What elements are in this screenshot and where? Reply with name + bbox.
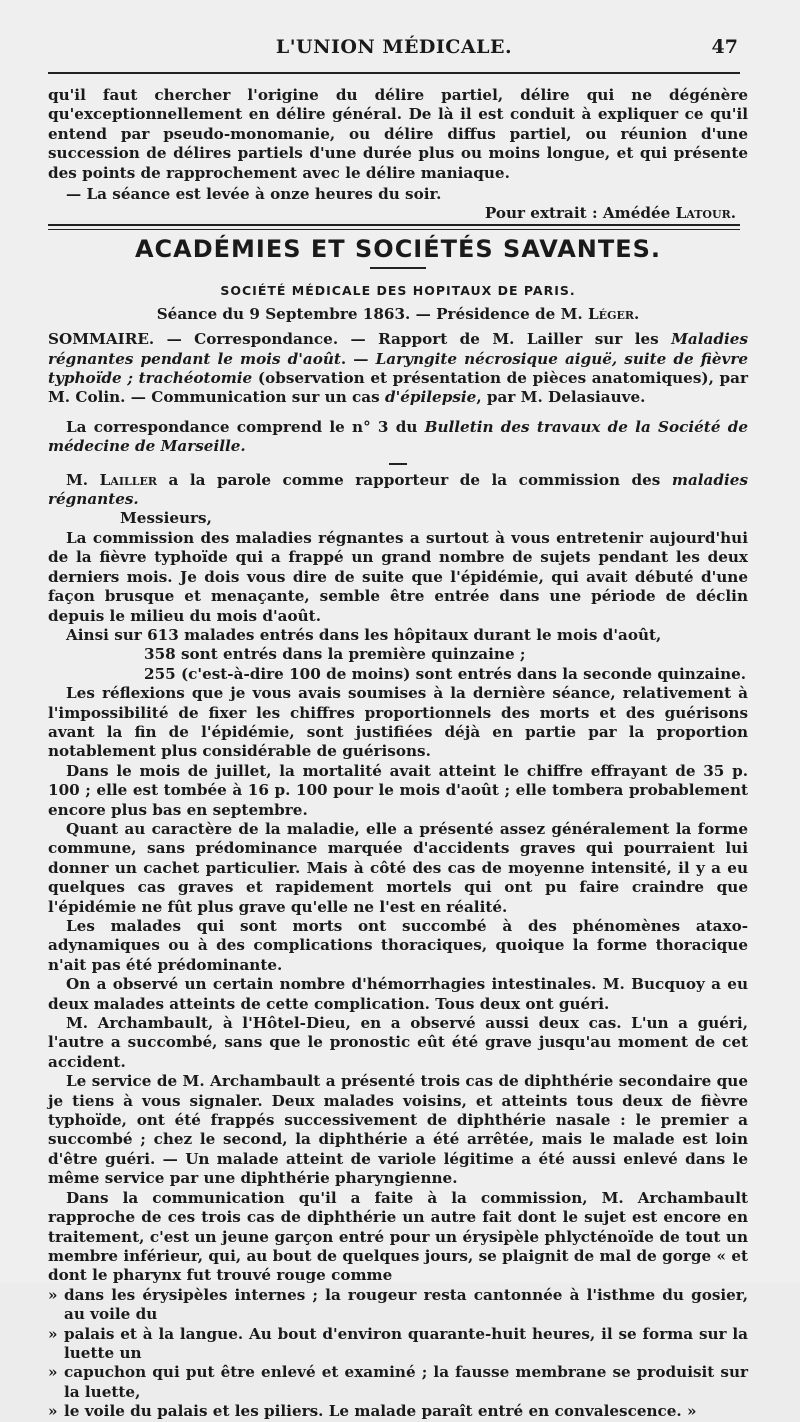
sommaire-topic-2: Laryngite nécrosique aiguë, suite de fièvre typhoïde ; trachéotomie <box>48 349 748 388</box>
bulletin-title: Bulletin des travaux de la Société de médecine de Marseille. <box>48 417 748 456</box>
correspondance-paragraph <box>48 418 748 457</box>
sommaire-text-4: , par M. Delasiauve. <box>476 388 646 407</box>
quote-text-2: palais et à la langue. Au bout d'environ quarante-huit heures, il se forma sur la luette un <box>64 1324 748 1362</box>
signature <box>48 204 748 223</box>
sommaire-text-2: . — <box>340 349 376 368</box>
sommaire-paragraph <box>48 330 748 408</box>
speaker-name: M. Lailler <box>66 470 157 489</box>
report-p2: Ainsi sur 613 malades entrés dans les hôpitaux durant le mois d'août, <box>66 625 662 644</box>
quote-mark: » <box>48 1324 58 1343</box>
report-p5: Quant au caractère de la maladie, elle a présenté assez généralement la forme commune, sans prédominance marquée d'accidents graves qui pourraient lui donner un cachet particulier. Mais à côté des cas de moyenne intensité, il y a eu quelques cas graves et rapidement mortels qui ont pu faire craindre que l'épidémie ne fût plus grave qu'elle ne l'est en réalité. <box>48 819 748 916</box>
report-p8: M. Archambault, à l'Hôtel-Dieu, en a observé aussi deux cas. L'un a guéri, l'autre a succombé, sans que le pronostic eût été grave jusqu'au moment de cet accident. <box>48 1014 748 1071</box>
report-opening <box>48 471 748 510</box>
journal-title: L'UNION MÉDICALE. <box>275 36 513 58</box>
report-topic: maladies régnantes. <box>48 470 748 509</box>
academies-section <box>48 235 748 1422</box>
header-rule <box>48 72 740 74</box>
quote-mark: » <box>48 1402 58 1421</box>
signature-name: Latour. <box>675 204 736 223</box>
correspondance-text: La correspondance comprend le n° 3 du <box>66 417 425 436</box>
quote-text-4: le voile du palais et les piliers. Le malade paraît entré en convalescence. » <box>64 1402 697 1421</box>
running-header <box>48 36 740 62</box>
quote-line-3 <box>48 1363 748 1402</box>
session-president: Léger. <box>588 304 640 323</box>
quote-line-2 <box>48 1325 748 1364</box>
section-title: ACADÉMIES ET SOCIÉTÉS SAVANTES. <box>134 235 662 263</box>
report-p4: Dans le mois de juillet, la mortalité avait atteint le chiffre effrayant de 35 p. 100 ; elle est tombée à 16 p. 100 pour le mois d'août ; elle tombera probablement encore plus bas en septembre. <box>48 761 748 819</box>
sommaire-topic-3: d'épilepsie <box>384 388 477 407</box>
report-p3: Les réflexions que je vous avais soumises à la dernière séance, relativement à l'impossibilité de fixer les chiffres proportionnels des morts et des guérisons avant la fin de l'épidémie, sont justifiées déjà en partie par la proportion notablement plus considérable de guérisons. <box>48 684 748 761</box>
sommaire-text-1: — Correspondance. — Rapport de M. Lailler sur les <box>154 330 672 349</box>
page-number: 47 <box>711 36 738 58</box>
intro-paragraph: qu'il faut chercher l'origine du délire partiel, délire qui ne dégénère qu'exceptionnellement en délire général. De là il est conduit à expliquer ce qu'il entend par pseudo-monomanie, ou délire diffus partiel, ou réunion d'une succession de délires partiels d'une durée plus ou moins longue, et qui présente des points de rapprochement avec le délire maniaque. <box>48 86 748 182</box>
quote-line-1 <box>48 1286 748 1325</box>
signature-prefix: Pour extrait : Amédée <box>484 204 676 223</box>
quote-mark: » <box>48 1285 58 1304</box>
intro-block <box>48 86 748 224</box>
sommaire-text-3: (observation et présentation de pièces anatomiques), par M. Colin. — Communication sur un cas <box>48 369 748 407</box>
admission-item-1: 358 sont entrés dans la première quinzaine ; <box>144 645 526 664</box>
session-line <box>48 305 748 324</box>
report-p6: Les malades qui sont morts ont succombé à des phénomènes ataxo-adynamiques ou à des complications thoraciques, quoique la forme thoracique n'ait pas été prédominante. <box>48 917 748 974</box>
section-rule-top <box>48 224 740 226</box>
quote-text-1: dans les érysipèles internes ; la rougeur resta cantonnée à l'isthme du gosier, au voile du <box>64 1285 748 1324</box>
report-lead: a la parole comme rapporteur de la commission des <box>156 470 672 489</box>
report-p1: La commission des maladies régnantes a surtout à vous entretenir aujourd'hui de la fièvre typhoïde qui a frappé un grand nombre de sujets pendant les deux derniers mois. Je dois vous dire de suite que l'épidémie, qui avait débuté d'une façon brusque et menaçante, semble être entrée dans une période de déclin depuis le milieu du mois d'août. <box>48 528 748 625</box>
quote-text-3: capuchon qui put être enlevé et examiné ; la fausse membrane se produisit sur la luette, <box>64 1363 748 1401</box>
session-prefix: Séance du 9 Septembre 1863. — Présidence de M. <box>156 304 588 323</box>
paragraph-divider <box>389 463 407 465</box>
admission-item-2: 255 (c'est-à-dire 100 de moins) sont entrés dans la seconde quinzaine. <box>144 664 747 683</box>
quote-line-4 <box>48 1402 748 1421</box>
section-rule-bottom <box>48 229 740 230</box>
report-p9: Le service de M. Archambault a présenté trois cas de diphthérie secondaire que je tiens à vous signaler. Deux malades voisins, et atteints tous deux de fièvre typhoïde, ont été frappés successivement de diphthérie nasale : le premier a succombé ; chez le second, la diphthérie a été arrêtée, mais le malade est loin d'être guéri. — Un malade atteint de variole légitime a été aussi enlevé dans le même service par une diphthérie pharyngienne. <box>48 1072 748 1188</box>
report-p7: On a observé un certain nombre d'hémorrhagies intestinales. M. Bucquoy a eu deux malades atteints de cette complication. Tous deux ont guéri. <box>48 975 748 1013</box>
session-closing: — La séance est levée à onze heures du soir. <box>66 185 442 204</box>
salutation: Messieurs, <box>120 509 212 528</box>
title-divider <box>370 267 426 269</box>
quote-mark: » <box>48 1363 58 1382</box>
sommaire-label: SOMMAIRE. <box>48 330 155 349</box>
sommaire-topic-1: Maladies régnantes pendant le mois d'août <box>48 330 748 368</box>
report-p10: Dans la communication qu'il a faite à la commission, M. Archambault rapproche de ces trois cas de diphthérie un autre fait dont le sujet est encore en traitement, c'est un jeune garçon entré pour un érysipèle phlycténoïde de tout un membre inférieur, qui, au bout de quelques jours, se plaignit de mal de gorge « et dont le pharynx fut trouvé rouge comme <box>48 1188 748 1285</box>
society-heading: SOCIÉTÉ MÉDICALE DES HOPITAUX DE PARIS. <box>220 283 576 299</box>
